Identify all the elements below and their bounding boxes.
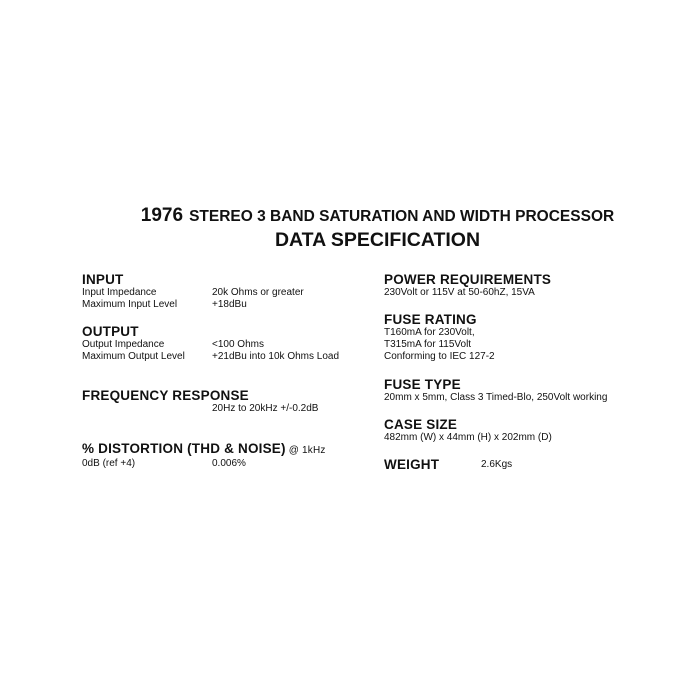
case-size-heading: CASE SIZE	[384, 417, 458, 432]
spec-row	[82, 458, 372, 470]
fuse-rating-heading: FUSE RATING	[384, 312, 477, 327]
spec-label: Output Impedance	[82, 339, 165, 350]
distortion-note: @ 1kHz	[288, 445, 326, 456]
spec-value: +18dBu	[212, 299, 247, 310]
weight-section	[384, 457, 684, 472]
distortion-heading	[82, 441, 372, 458]
spec-line: 20mm x 5mm, Class 3 Timed-Blo, 250Volt working	[384, 392, 608, 403]
spec-label: Maximum Input Level	[82, 299, 178, 310]
input-heading: INPUT	[82, 272, 124, 287]
weight-heading: WEIGHT	[384, 457, 440, 472]
spec-label: Maximum Output Level	[82, 351, 185, 362]
case-size-section	[384, 417, 684, 444]
spec-label: 0dB (ref +4)	[82, 458, 136, 469]
spec-line: 230Volt or 115V at 50-60hZ, 15VA	[384, 287, 535, 298]
fuse-type-section	[384, 377, 684, 404]
power-section	[384, 272, 684, 299]
spec-value: +21dBu into 10k Ohms Load	[212, 351, 340, 362]
spec-row	[82, 287, 372, 299]
distortion-section	[82, 441, 372, 470]
fuse-type-heading: FUSE TYPE	[384, 377, 461, 392]
distortion-heading-text: % DISTORTION (THD & NOISE)	[82, 441, 286, 456]
fuse-rating-section	[384, 312, 684, 363]
input-section	[82, 272, 372, 311]
frequency-response-heading: FREQUENCY RESPONSE	[82, 388, 249, 403]
weight-row	[384, 457, 684, 472]
spec-value: <100 Ohms	[212, 339, 264, 350]
document-title	[0, 205, 700, 227]
model-number: 1976	[140, 205, 184, 226]
spec-row	[82, 299, 372, 311]
spec-value: 0.006%	[212, 458, 246, 469]
power-heading: POWER REQUIREMENTS	[384, 272, 552, 287]
spec-line: Conforming to IEC 127-2	[384, 351, 495, 362]
document-subtitle: DATA SPECIFICATION	[274, 229, 481, 251]
spec-line: T315mA for 115Volt	[384, 339, 472, 350]
spec-row	[82, 339, 372, 351]
frequency-response-section	[82, 388, 372, 415]
output-section	[82, 324, 372, 363]
spec-value: 20k Ohms or greater	[212, 287, 304, 298]
spec-row	[82, 351, 372, 363]
spec-line: T160mA for 230Volt,	[384, 327, 475, 338]
spec-line: 482mm (W) x 44mm (H) x 202mm (D)	[384, 432, 552, 443]
output-heading: OUTPUT	[82, 324, 139, 339]
weight-value: 2.6Kgs	[481, 459, 513, 470]
spec-value: 20Hz to 20kHz +/-0.2dB	[212, 403, 319, 414]
product-name: STEREO 3 BAND SATURATION AND WIDTH PROCESSOR	[189, 208, 615, 225]
spec-label: Input Impedance	[82, 287, 157, 298]
spec-row	[82, 403, 372, 415]
